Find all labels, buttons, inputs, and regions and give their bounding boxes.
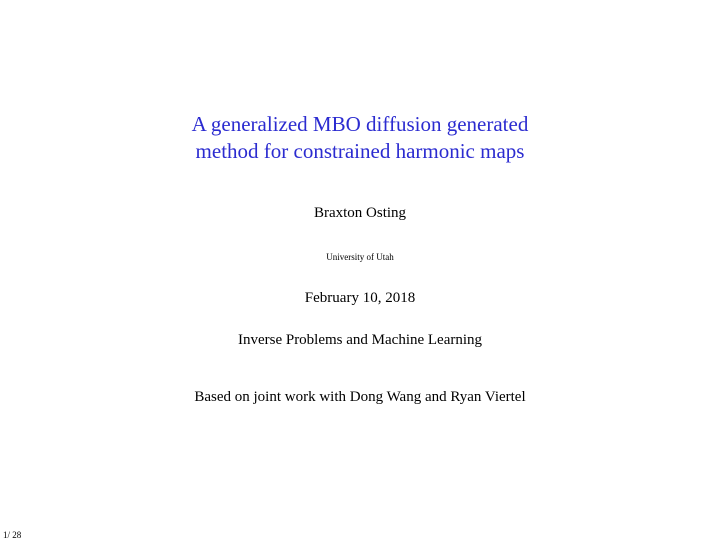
institute-name: University of Utah [326, 252, 394, 262]
author-name: Braxton Osting [313, 205, 407, 221]
collaboration-note: Based on joint work with Dong Wang and Ryan Viertel [194, 389, 526, 405]
page-number: 1/ 28 [3, 530, 22, 540]
event-name: Inverse Problems and Machine Learning [237, 332, 483, 348]
slide-title [0, 111, 720, 165]
presentation-date: February 10, 2018 [304, 290, 416, 306]
title-line-1: A generalized MBO diffusion generated [191, 112, 529, 136]
title-line-2: method for constrained harmonic maps [195, 139, 525, 163]
